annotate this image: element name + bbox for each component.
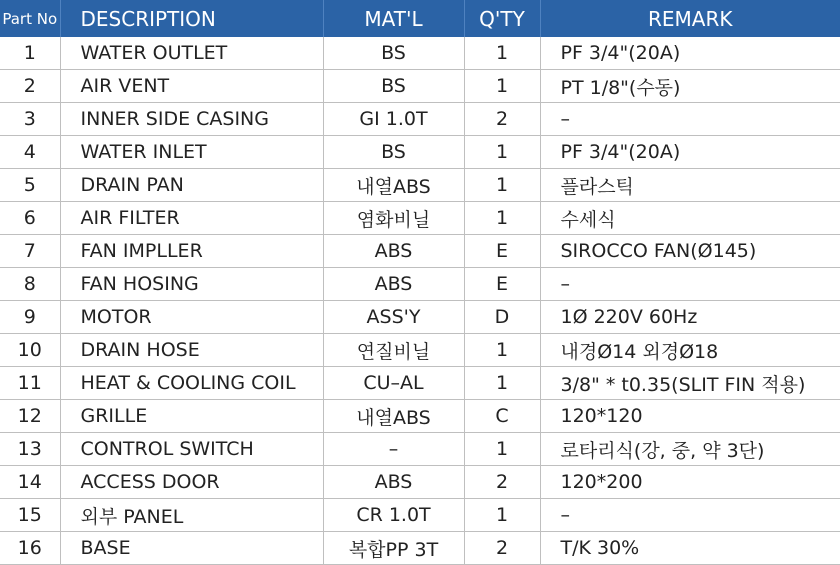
material-cell: GI 1.0T [323, 103, 464, 136]
quantity-cell: 1 [464, 37, 540, 70]
material-cell: 염화비닐 [323, 202, 464, 235]
part-no-cell: 11 [0, 367, 60, 400]
table-row [0, 466, 840, 499]
material-cell: ABS [323, 466, 464, 499]
remark-cell: – [540, 499, 840, 532]
part-no-cell: 5 [0, 169, 60, 202]
remark-cell: PF 3/4"(20A) [540, 136, 840, 169]
material-cell: – [323, 433, 464, 466]
header-quantity: Q'TY [464, 0, 540, 37]
description-cell: WATER OUTLET [60, 37, 323, 70]
quantity-cell: 2 [464, 103, 540, 136]
remark-cell: 내경Ø14 외경Ø18 [540, 334, 840, 367]
description-cell: HEAT & COOLING COIL [60, 367, 323, 400]
quantity-cell: 1 [464, 202, 540, 235]
description-cell: 외부 PANEL [60, 499, 323, 532]
table-row [0, 532, 840, 565]
remark-cell: – [540, 268, 840, 301]
remark-cell: 3/8" * t0.35(SLIT FIN 적용) [540, 367, 840, 400]
table-row [0, 301, 840, 334]
description-cell: FAN IMPLLER [60, 235, 323, 268]
material-cell: CR 1.0T [323, 499, 464, 532]
description-cell: CONTROL SWITCH [60, 433, 323, 466]
table-row [0, 334, 840, 367]
remark-cell: 로타리식(강, 중, 약 3단) [540, 433, 840, 466]
part-no-cell: 9 [0, 301, 60, 334]
material-cell: ABS [323, 235, 464, 268]
part-no-cell: 4 [0, 136, 60, 169]
quantity-cell: 1 [464, 367, 540, 400]
material-cell: BS [323, 136, 464, 169]
part-no-cell: 3 [0, 103, 60, 136]
table-row [0, 136, 840, 169]
remark-cell: PT 1/8"(수동) [540, 70, 840, 103]
material-cell: 복합PP 3T [323, 532, 464, 565]
quantity-cell: 1 [464, 433, 540, 466]
quantity-cell: E [464, 268, 540, 301]
part-no-cell: 2 [0, 70, 60, 103]
quantity-cell: D [464, 301, 540, 334]
remark-cell: – [540, 103, 840, 136]
part-no-cell: 1 [0, 37, 60, 70]
material-cell: 내열ABS [323, 169, 464, 202]
header-material: MAT'L [323, 0, 464, 37]
remark-cell: 플라스틱 [540, 169, 840, 202]
remark-cell: 1Ø 220V 60Hz [540, 301, 840, 334]
table-body [0, 37, 840, 565]
header-remark: REMARK [540, 0, 840, 37]
table-header [0, 0, 840, 37]
part-no-cell: 15 [0, 499, 60, 532]
quantity-cell: 1 [464, 136, 540, 169]
material-cell: ASS'Y [323, 301, 464, 334]
part-no-cell: 16 [0, 532, 60, 565]
table-row [0, 70, 840, 103]
material-cell: ABS [323, 268, 464, 301]
material-cell: 내열ABS [323, 400, 464, 433]
part-no-cell: 14 [0, 466, 60, 499]
table-row [0, 235, 840, 268]
table-row [0, 103, 840, 136]
quantity-cell: C [464, 400, 540, 433]
quantity-cell: 1 [464, 499, 540, 532]
description-cell: WATER INLET [60, 136, 323, 169]
remark-cell: 수세식 [540, 202, 840, 235]
table-row [0, 37, 840, 70]
description-cell: FAN HOSING [60, 268, 323, 301]
part-no-cell: 10 [0, 334, 60, 367]
remark-cell: T/K 30% [540, 532, 840, 565]
table-row [0, 202, 840, 235]
table-row [0, 499, 840, 532]
description-cell: DRAIN PAN [60, 169, 323, 202]
header-description: DESCRIPTION [60, 0, 323, 37]
description-cell: GRILLE [60, 400, 323, 433]
table-row [0, 169, 840, 202]
table-row [0, 400, 840, 433]
description-cell: BASE [60, 532, 323, 565]
part-no-cell: 7 [0, 235, 60, 268]
description-cell: AIR VENT [60, 70, 323, 103]
header-row [0, 0, 840, 37]
quantity-cell: 2 [464, 466, 540, 499]
remark-cell: 120*120 [540, 400, 840, 433]
description-cell: DRAIN HOSE [60, 334, 323, 367]
remark-cell: PF 3/4"(20A) [540, 37, 840, 70]
part-no-cell: 12 [0, 400, 60, 433]
remark-cell: SIROCCO FAN(Ø145) [540, 235, 840, 268]
description-cell: MOTOR [60, 301, 323, 334]
material-cell: CU–AL [323, 367, 464, 400]
quantity-cell: 1 [464, 334, 540, 367]
quantity-cell: 1 [464, 70, 540, 103]
quantity-cell: E [464, 235, 540, 268]
material-cell: BS [323, 70, 464, 103]
header-part-no: Part No [0, 0, 60, 37]
description-cell: AIR FILTER [60, 202, 323, 235]
part-no-cell: 6 [0, 202, 60, 235]
table-row [0, 367, 840, 400]
material-cell: 연질비닐 [323, 334, 464, 367]
remark-cell: 120*200 [540, 466, 840, 499]
quantity-cell: 1 [464, 169, 540, 202]
quantity-cell: 2 [464, 532, 540, 565]
part-no-cell: 13 [0, 433, 60, 466]
table-row [0, 433, 840, 466]
part-no-cell: 8 [0, 268, 60, 301]
description-cell: ACCESS DOOR [60, 466, 323, 499]
description-cell: INNER SIDE CASING [60, 103, 323, 136]
material-cell: BS [323, 37, 464, 70]
table-row [0, 268, 840, 301]
